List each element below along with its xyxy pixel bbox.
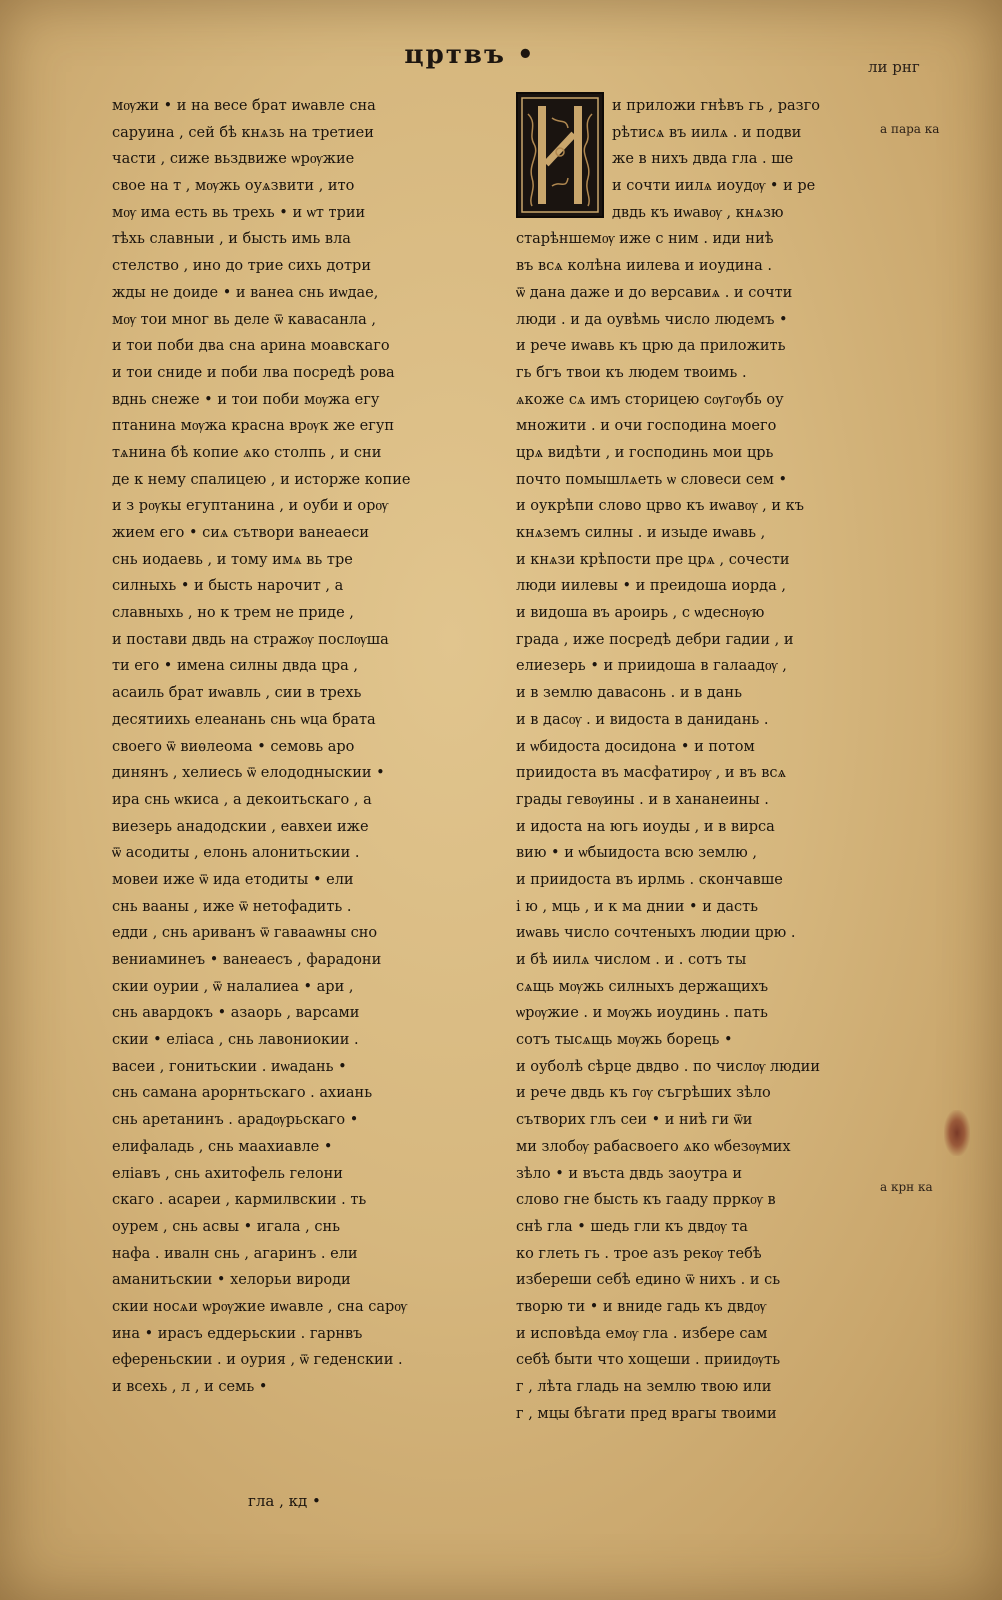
- text-line: мѹ има есть вь трехь • и ѡт трии: [112, 204, 366, 221]
- text-line: слово гне бысть къ гааду прркѹ в: [516, 1192, 776, 1209]
- text-line: жием его • сиѧ сътвори ванеаеси: [112, 525, 369, 541]
- text-line: снь аретанинъ . арадѹрьскаго •: [112, 1112, 359, 1129]
- text-line: и приложи гнѣвъ гь , разго: [612, 98, 820, 114]
- text-line: жды не доиде • и ванеа снь иѡдае,: [112, 284, 379, 301]
- text-line: снѣ гла • шедь гли къ двдѹ та: [516, 1218, 748, 1235]
- text-line: почто помышлѧеть ѡ словеси сем •: [516, 471, 788, 488]
- text-line: вию • и ѡбыидоста всю землю ,: [516, 845, 758, 862]
- text-line: еференьскии . и оурия , ѿ геденскии .: [112, 1352, 403, 1369]
- text-line: и в дасѹ . и видоста в данидань .: [516, 711, 769, 728]
- text-line: де к нему спалицею , и исторже копие: [112, 471, 411, 488]
- text-line: свое на т , мѹжь оуѧзвити , ито: [112, 178, 355, 195]
- marginal-note-1: а пара ка: [880, 122, 940, 136]
- text-line: старѣншемѹ иже с ним . иди ниѣ: [516, 231, 774, 248]
- text-line: и сочти иилѧ иоудѹ • и ре: [612, 178, 816, 195]
- text-line: црѧ видѣти , и господинь мои црь: [516, 444, 774, 461]
- text-line: скии • еліаса , снь лавониокии .: [112, 1032, 359, 1049]
- text-line: виезерь анадодскии , еавхеи иже: [112, 818, 369, 835]
- text-line: зѣло • и въста двдь заоутра и: [516, 1165, 742, 1182]
- text-line: мовеи иже ѿ ида етодиты • ели: [112, 871, 354, 888]
- text-line: мѹ тои мног вь деле ѿ кавасанла ,: [112, 311, 376, 328]
- text-line: своего ѿ виѳлеома • семовь аро: [112, 738, 355, 755]
- text-line: и видоша въ ароирь , с ѡдеснѹю: [516, 605, 765, 622]
- text-line: избереши себѣ едино ѿ нихъ . и сь: [516, 1272, 781, 1289]
- text-line: части , сиже вьздвиже ѡрѹжие: [112, 151, 355, 168]
- text-line: сѧщь мѹжь силныхъ держащихъ: [516, 978, 769, 995]
- text-line: птанина мѹжа красна врѹк же егуп: [112, 418, 395, 435]
- text-line: вднь снеже • и тои поби мѹжа егу: [112, 391, 380, 408]
- text-line: аманитьскии • хелорьи вироди: [112, 1272, 351, 1289]
- text-line: сътворих глъ сеи • и ниѣ ги ѿи: [516, 1112, 753, 1129]
- running-head: цртвъ •: [404, 40, 536, 70]
- text-line: скии оурии , ѿ налалиеа • ари ,: [112, 978, 354, 995]
- text-line: силныхь • и бысть нарочит , а: [112, 578, 344, 595]
- text-line: скии носѧи ѡрѹжие иѡавле , сна сарѹ: [112, 1298, 407, 1315]
- text-line: и идоста на югь иоуды , и в вирса: [516, 818, 775, 835]
- text-line: г , лѣта гладь на землю твою или: [516, 1379, 772, 1395]
- text-line: снь самана арорнтьскаго . ахиань: [112, 1085, 373, 1102]
- text-line: скаго . асареи , кармилвскии . ть: [112, 1192, 367, 1209]
- text-line: люди . и да оувѣмь число людемъ •: [516, 311, 788, 328]
- text-line: саруина , сей бѣ кнѧзь на третиеи: [112, 124, 374, 141]
- text-line: и тои поби два сна арина моавскаго: [112, 338, 390, 355]
- text-line: стелство , ино до трие сихь дотри: [112, 258, 371, 275]
- text-line: ти его • имена силны двда цра ,: [112, 658, 358, 675]
- text-line: и оуболѣ сѣрце двдво . по числѹ людии: [516, 1058, 821, 1075]
- text-line: града , иже посредѣ дебри гадии , и: [516, 631, 794, 648]
- text-line: сотъ тысѧщь мѹжь борець •: [516, 1032, 733, 1049]
- text-line: и тои сниде и поби лва посредѣ рова: [112, 364, 395, 381]
- text-line: ѿ асодиты , елонь алонитьскии .: [112, 845, 360, 862]
- text-line: и кнѧзи крѣпости пре црѧ , сочести: [516, 551, 790, 568]
- text-line: ѿ дана даже и до версавиѧ . и сочти: [516, 284, 793, 301]
- text-line: и постави двдь на стражѹ послѹша: [112, 631, 389, 648]
- text-line: ко глеть гь . трое азъ рекѹ тебѣ: [516, 1245, 762, 1262]
- text-line: оурем , снь асвы • игала , снь: [112, 1218, 341, 1235]
- text-line: елифаладь , снь маахиавле •: [112, 1138, 333, 1155]
- text-line: снь вааны , иже ѿ нетофадить .: [112, 898, 352, 915]
- text-line: и в землю давасонь . и в дань: [516, 685, 743, 702]
- text-line: еліавъ , снь ахитофель гелони: [112, 1165, 343, 1182]
- paper-stain: [944, 1110, 970, 1156]
- catchword: гла , кд •: [248, 1492, 321, 1510]
- text-line: ми злобѹ рабасвоего ѧко ѡбезѹмих: [516, 1138, 791, 1155]
- text-line: множити . и очи господина моего: [516, 418, 777, 435]
- text-line: и рече иѡавь къ црю да приложить: [516, 338, 786, 355]
- text-line: и бѣ иилѧ числом . и . сотъ ты: [516, 952, 747, 968]
- text-line: иѡавь число сочтеныхъ людии црю .: [516, 925, 796, 942]
- text-line: и всехь , л , и семь •: [112, 1379, 268, 1395]
- text-line: тѣхь славныи , и бысть имь вла: [112, 231, 351, 248]
- text-line: творю ти • и вниде гадь къ двдѹ: [516, 1298, 767, 1315]
- text-line: славныхь , но к трем не приде ,: [112, 605, 354, 622]
- text-line: снь иодаевь , и тому имѧ вь тре: [112, 551, 353, 568]
- text-column-left: [112, 93, 500, 1401]
- text-line: нафа . ивалн снь , агаринъ . ели: [112, 1245, 358, 1262]
- text-line: люди иилевы • и преидоша иорда ,: [516, 578, 786, 595]
- text-line: и ѡбидоста досидона • и потом: [516, 738, 755, 755]
- text-line: і ю , мць , и к ма днии • и дасть: [516, 898, 759, 915]
- text-line: динянъ , хелиесь ѿ елододныскии •: [112, 765, 385, 782]
- text-line: гь бгъ твои къ людем твоимь .: [516, 364, 747, 381]
- text-line: г , мцы бѣгати пред врагы твоими: [516, 1405, 777, 1422]
- text-line: въ всѧ колѣна иилева и иоудина .: [516, 258, 772, 275]
- text-line: себѣ быти что хощеши . приидѹть: [516, 1352, 781, 1369]
- text-line: и приидоста въ ирлмь . скончавше: [516, 871, 783, 888]
- text-line: вениаминеъ • ванеаесъ , фарадони: [112, 952, 382, 968]
- text-line: же в нихъ двда гла . ше: [612, 151, 794, 168]
- text-line: ѡрѹжие . и мѹжь иоудинь . пать: [516, 1005, 768, 1022]
- text-line: и з рѹкы егуптанина , и оуби и орѹ: [112, 498, 389, 515]
- text-line: грады гевѹины . и в хананеины .: [516, 791, 769, 808]
- text-line: двдь къ иѡавѹ , кнѧзю: [612, 204, 784, 221]
- text-line: и исповѣда емѹ гла . избере сам: [516, 1325, 768, 1342]
- text-line: мѹжи • и на весе брат иѡавле сна: [112, 98, 376, 114]
- text-column-right: [516, 93, 888, 1427]
- text-line: едди , снь ариванъ ѿ гавааѡны сно: [112, 925, 378, 942]
- text-line: снь авардокъ • азаорь , варсами: [112, 1005, 360, 1022]
- text-line: ѧкоже сѧ имъ сторицею сѹгѹбь оу: [516, 391, 784, 408]
- text-line: васеи , гонитьскии . иѡадань •: [112, 1058, 347, 1075]
- text-line: тѧнина бѣ копие ѧко столпь , и сни: [112, 444, 382, 461]
- text-line: и оукрѣпи слово црво къ иѡавѹ , и къ: [516, 498, 804, 515]
- text-line: и рече двдь къ гѹ съгрѣших зѣло: [516, 1085, 771, 1102]
- text-line: асаиль брат иѡавль , сии в трехь: [112, 685, 362, 702]
- text-line: ира снь ѡкиса , а декоитьскаго , а: [112, 791, 372, 808]
- text-line: ина • ирасъ еддерьскии . гарнвъ: [112, 1325, 363, 1342]
- text-line: приидоста въ масфатирѹ , и въ всѧ: [516, 765, 787, 782]
- text-line: десятиихь елеанань снь ѡца брата: [112, 711, 376, 728]
- text-line: елиезерь • и приидоша в галаадѹ ,: [516, 658, 787, 675]
- folio-number: ли рнг: [868, 58, 920, 76]
- text-line: кнѧземъ силны . и изыде иѡавь ,: [516, 525, 766, 541]
- text-line: рѣтисѧ въ иилѧ . и подви: [612, 124, 802, 141]
- marginal-note-2: а крн ка: [880, 1180, 933, 1194]
